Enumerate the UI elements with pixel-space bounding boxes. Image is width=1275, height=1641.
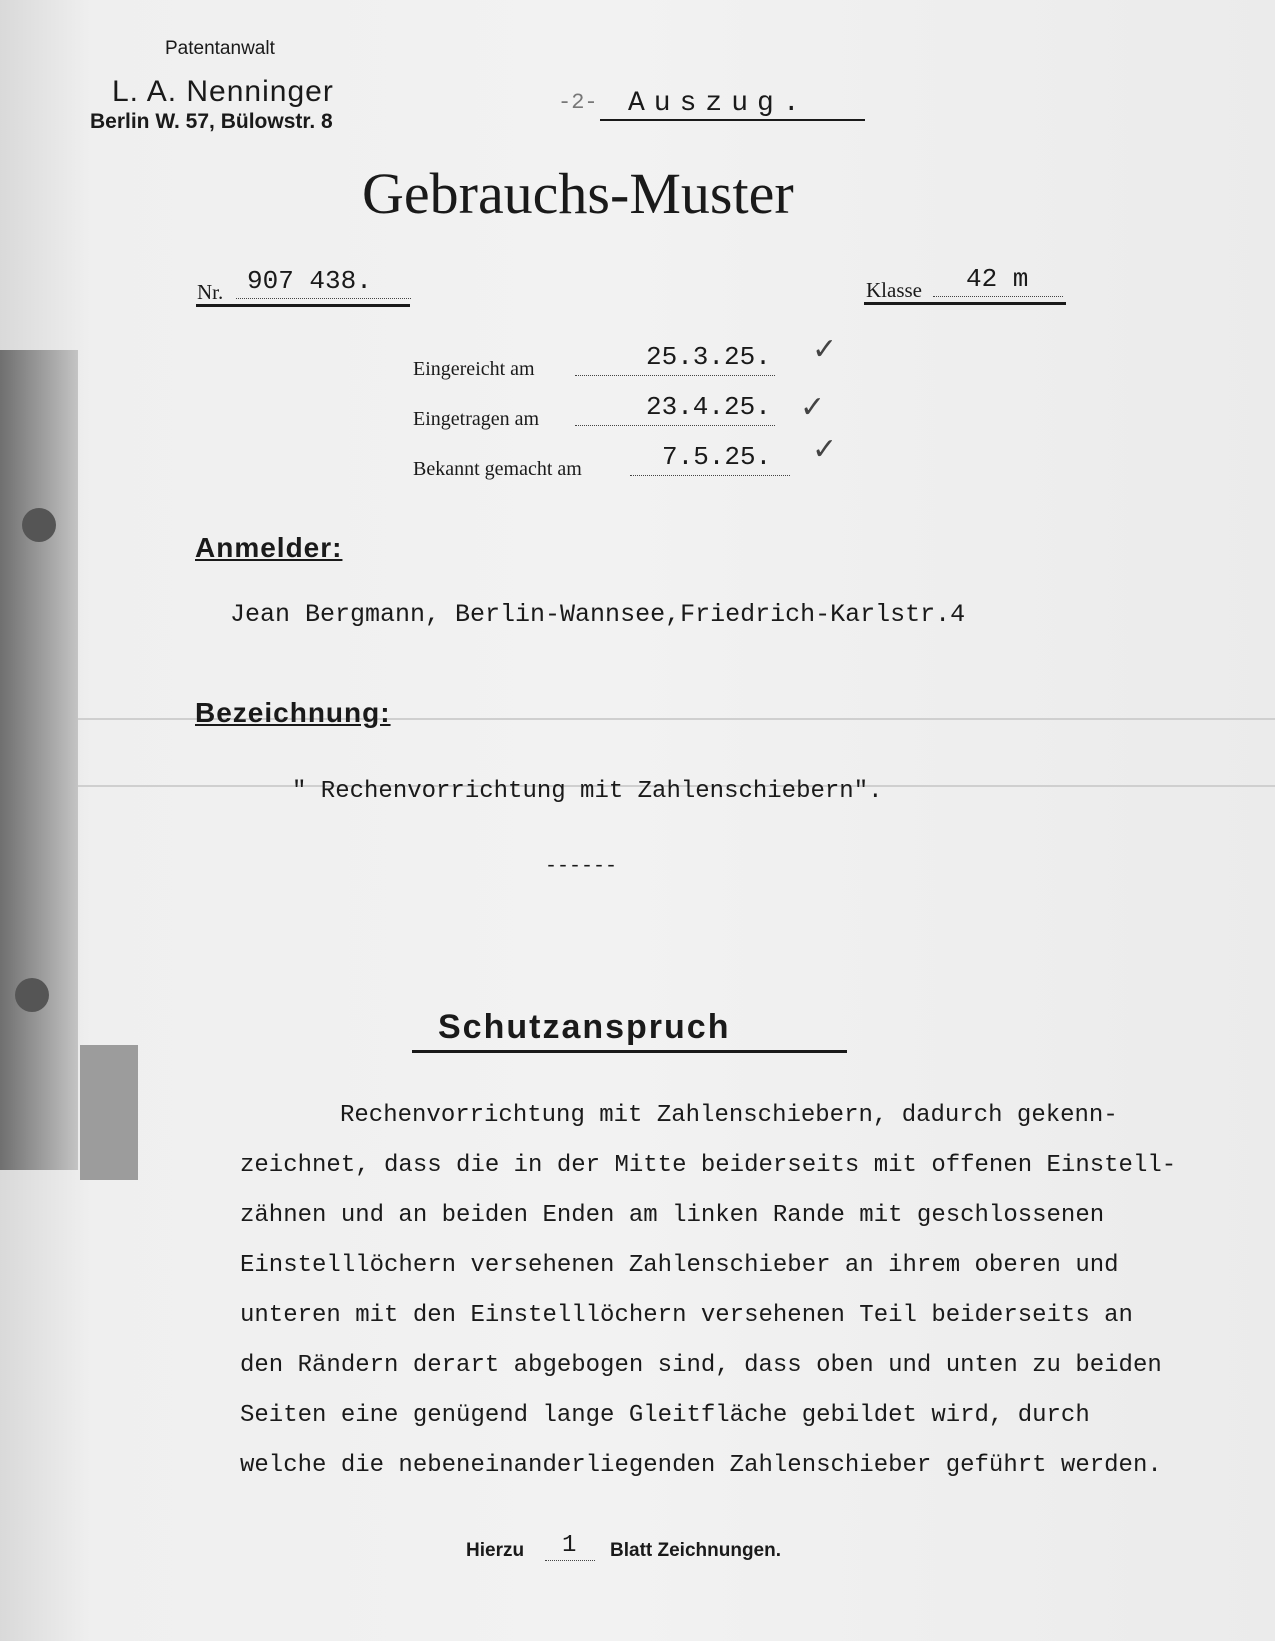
footer-suffix: Blatt Zeichnungen. <box>610 1540 781 1561</box>
claim-line: Rechenvorrichtung mit Zahlenschiebern, dadurch gekenn- <box>340 1102 1118 1129</box>
check-mark-icon: ✓ <box>812 332 838 367</box>
nr-value: 907 438. <box>247 266 372 296</box>
footer-count: 1 <box>562 1532 577 1559</box>
extract-underline <box>600 119 865 121</box>
date-label-registered: Eingetragen am <box>413 408 540 430</box>
date-dotline <box>575 425 775 426</box>
footer-dotline <box>545 1560 595 1561</box>
date-label-published: Bekannt gemacht am <box>413 458 582 480</box>
nr-dotline <box>236 298 411 299</box>
claim-heading-rule <box>412 1050 847 1053</box>
klasse-rule <box>864 302 1066 305</box>
stamp-role: Patentanwalt <box>165 38 275 59</box>
stamp-name: L. A. Nenninger <box>112 75 334 108</box>
check-mark-icon: ✓ <box>812 432 838 467</box>
claim-line: Einstelllöchern versehenen Zahlenschieber an ihrem oberen und <box>240 1252 1119 1279</box>
binding-strip <box>0 350 78 1170</box>
klasse-label: Klasse <box>866 278 922 302</box>
document-title: Gebrauchs-Muster <box>362 161 794 226</box>
claim-line: welche die nebeneinanderliegenden Zahlenschieber geführt werden. <box>240 1452 1162 1479</box>
claim-line: unteren mit den Einstelllöchern versehenen Teil beiderseits an <box>240 1302 1133 1329</box>
applicant-text: Jean Bergmann, Berlin-Wannsee,Friedrich-Karlstr.4 <box>230 600 966 629</box>
applicant-heading: Anmelder: <box>195 532 343 563</box>
punch-hole <box>22 508 56 542</box>
punch-hole <box>15 978 49 1012</box>
footer-prefix: Hierzu <box>466 1540 525 1561</box>
claim-line: zeichnet, dass die in der Mitte beiderseits mit offenen Einstell- <box>240 1152 1177 1179</box>
date-value-registered: 23.4.25. <box>646 392 771 422</box>
claim-line: den Rändern derart abgebogen sind, dass oben und unten zu beiden <box>240 1352 1162 1379</box>
fold-line <box>0 718 1275 720</box>
stamp-address: Berlin W. 57, Bülowstr. 8 <box>90 110 333 133</box>
tape-patch <box>80 1045 138 1180</box>
claim-heading: Schutzanspruch <box>438 1008 731 1046</box>
date-dotline <box>575 375 775 376</box>
claim-line: Seiten eine genügend lange Gleitfläche gebildet wird, durch <box>240 1402 1090 1429</box>
date-value-filed: 25.3.25. <box>646 342 771 372</box>
separator: ------ <box>545 855 618 878</box>
date-dotline <box>630 475 790 476</box>
designation-text: " Rechenvorrichtung mit Zahlenschiebern". <box>292 778 883 805</box>
page-marker: -2- <box>558 90 598 115</box>
nr-label: Nr. <box>197 280 224 304</box>
klasse-value: 42 m <box>966 264 1029 294</box>
klasse-dotline <box>933 296 1063 297</box>
designation-heading: Bezeichnung: <box>195 697 391 728</box>
date-label-filed: Eingereicht am <box>413 358 535 380</box>
check-mark-icon: ✓ <box>800 390 826 425</box>
date-value-published: 7.5.25. <box>662 442 772 472</box>
extract-label: Auszug. <box>628 88 809 119</box>
nr-rule <box>196 304 410 307</box>
claim-line: zähnen und an beiden Enden am linken Rande mit geschlossenen <box>240 1202 1105 1229</box>
